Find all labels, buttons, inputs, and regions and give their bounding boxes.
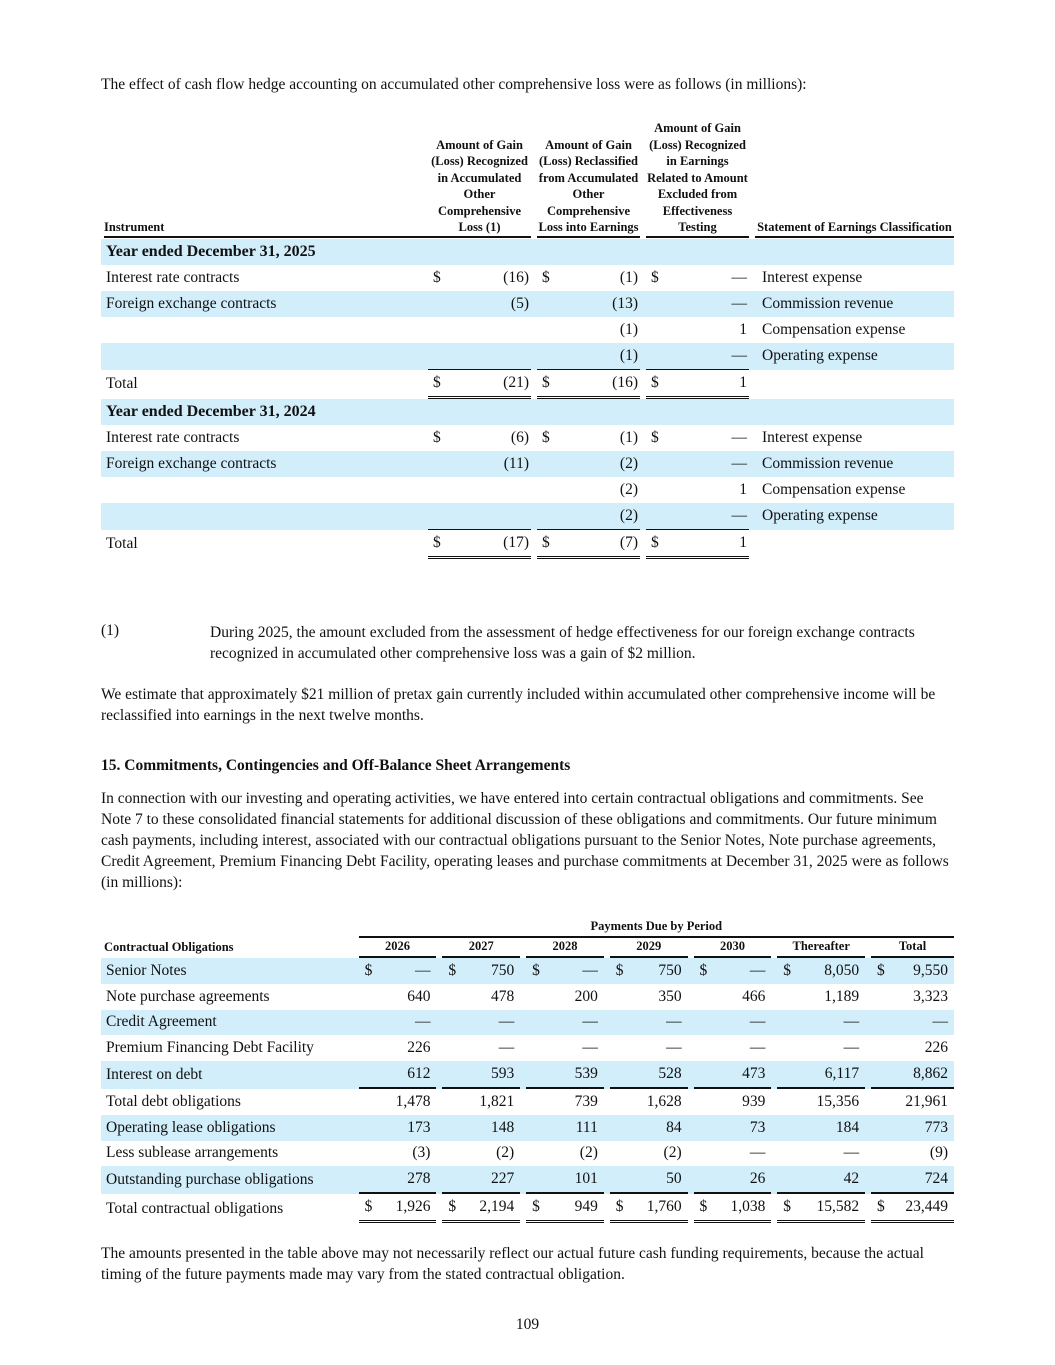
obligation-value: 3,323: [913, 987, 948, 1005]
obligation-label: Outstanding purchase obligations: [101, 1166, 359, 1194]
obligation-row: [101, 1010, 954, 1036]
obligation-value: 21,961: [905, 1092, 948, 1110]
obligation-value: —: [749, 1144, 766, 1162]
obligation-value: $ 15,582: [777, 1194, 865, 1223]
hedge-total-c2: $ (7): [537, 530, 640, 559]
hedge-cell-c2: $ (1): [542, 428, 638, 446]
obligations-table: [101, 918, 954, 1223]
obligation-value: 773: [871, 1115, 954, 1141]
column-header-2026: 2026: [359, 938, 437, 958]
estimate-paragraph: We estimate that approximately $21 million of pretax gain currently included within accumulated other comprehensive income will be reclassified into earnings in the next twelve months.: [101, 686, 936, 724]
obligation-value: 50: [610, 1166, 688, 1194]
obligation-value: (9): [929, 1144, 948, 1162]
year-group-title: Year ended December 31, 2025: [101, 239, 954, 265]
obligation-value: 939: [742, 1092, 766, 1110]
hedge-cell-c1: (5): [428, 291, 531, 317]
obligation-value: —: [526, 1010, 604, 1036]
obligation-row: [101, 1194, 954, 1223]
obligation-value: 101: [526, 1166, 604, 1194]
obligation-value: 73: [694, 1115, 772, 1141]
obligation-row: [101, 1061, 954, 1089]
obligation-value: $ 750: [442, 958, 520, 984]
column-header-2027: 2027: [442, 938, 520, 958]
header-contractual-obligations: Contractual Obligations: [104, 940, 234, 954]
hedge-row-classification: Commission revenue: [755, 451, 954, 477]
obligation-value: —: [749, 1039, 766, 1057]
obligation-value: 528: [610, 1061, 688, 1089]
obligation-label: Note purchase agreements: [106, 987, 270, 1005]
hedge-cell-c2: (2): [619, 480, 638, 498]
obligation-value: —: [843, 1039, 860, 1057]
payments-due-header: Payments Due by Period: [359, 918, 954, 938]
obligation-row: [101, 1035, 954, 1061]
obligation-value: $ —: [526, 958, 604, 984]
year-group-title: Year ended December 31, 2024: [101, 399, 954, 425]
obligation-value: 1,478: [395, 1092, 431, 1110]
obligation-value: 593: [442, 1061, 520, 1089]
obligation-value: 6,117: [777, 1061, 865, 1089]
hedge-total-c1: $ (17): [428, 530, 531, 559]
obligation-value: 173: [359, 1115, 437, 1141]
obligation-value: —: [582, 1039, 598, 1057]
hedge-row: [101, 451, 954, 477]
obligation-value: 1,189: [824, 987, 860, 1005]
obligation-label: Total debt obligations: [106, 1092, 241, 1110]
obligation-value: 227: [442, 1166, 520, 1194]
obligation-value: 612: [359, 1061, 437, 1089]
hedge-cell-c3: $ —: [651, 268, 747, 286]
hedge-cell-c3: —: [646, 343, 749, 370]
hedge-cell-c2: (1): [619, 320, 638, 338]
hedge-row: [101, 317, 954, 343]
obligation-label: Senior Notes: [101, 958, 359, 984]
hedge-table: [101, 120, 954, 559]
footnote-text: During 2025, the amount excluded from the assessment of hedge effectiveness for our foreign exchange contracts recognized in accumulated other comprehensive loss was a gain of $2 million.: [210, 624, 915, 662]
obligation-value: 226: [924, 1039, 948, 1057]
hedge-cell-c1: $ (16): [433, 268, 529, 286]
obligation-value: 539: [526, 1061, 604, 1089]
footnote: [101, 622, 954, 664]
obligation-row: [101, 1089, 954, 1115]
hedge-cell-c3: 1: [739, 480, 747, 498]
hedge-row: [101, 343, 954, 370]
hedge-total-row: [101, 370, 954, 399]
hedge-cell-c1: [428, 503, 531, 530]
obligation-value: (2): [579, 1144, 598, 1162]
hedge-row-label: [101, 343, 428, 370]
hedge-row-label: Foreign exchange contracts: [101, 451, 428, 477]
obligation-value: $ 8,050: [777, 958, 865, 984]
obligation-value: 478: [490, 987, 515, 1005]
obligation-row: [101, 1166, 954, 1194]
hedge-cell-c1: [428, 343, 531, 370]
obligation-value: 1,821: [479, 1092, 515, 1110]
obligation-value: $ 1,926: [359, 1194, 437, 1223]
hedge-row-label: [101, 503, 428, 530]
obligation-label: Credit Agreement: [101, 1010, 359, 1036]
obligation-value: 200: [574, 987, 598, 1005]
obligations-superheader-row: [101, 918, 954, 938]
hedge-total-c3: $ 1: [646, 370, 749, 399]
footnote-mark: (1): [101, 622, 120, 639]
obligation-value: 184: [777, 1115, 865, 1141]
hedge-total-c2: $ (16): [537, 370, 640, 399]
obligation-value: 226: [407, 1039, 431, 1057]
obligation-value: —: [694, 1010, 772, 1036]
hedge-cell-c3: —: [646, 451, 749, 477]
hedge-cell-c3: $ —: [651, 428, 747, 446]
page-number: 109: [515, 1316, 540, 1333]
hedge-total-c3: $ 1: [646, 530, 749, 559]
column-header-thereafter: Thereafter: [777, 938, 865, 958]
header-col3: Amount of Gain (Loss) Recognized in Earnings Related to Amount Excluded from Effectiveness Testing: [646, 120, 749, 239]
obligation-label: Total contractual obligations: [106, 1199, 284, 1217]
hedge-total-c1: $ (21): [428, 370, 531, 399]
hedge-cell-c1: $ (6): [433, 428, 529, 446]
obligation-label: Premium Financing Debt Facility: [106, 1039, 314, 1057]
obligation-value: —: [871, 1010, 954, 1036]
obligation-value: 739: [574, 1092, 598, 1110]
obligation-value: 42: [777, 1166, 865, 1194]
obligation-value: 350: [658, 987, 682, 1005]
obligation-value: 15,356: [816, 1092, 860, 1110]
section-title: 15. Commitments, Contingencies and Off-Balance Sheet Arrangements: [101, 757, 571, 774]
hedge-row-classification: Interest expense: [762, 428, 863, 446]
hedge-row: [101, 425, 954, 451]
obligation-value: $ —: [359, 958, 437, 984]
hedge-row: [101, 503, 954, 530]
obligation-value: —: [359, 1010, 437, 1036]
hedge-cell-c2: (1): [537, 343, 640, 370]
header-col4: Statement of Earnings Classification: [755, 120, 954, 239]
hedge-row: [101, 265, 954, 291]
obligation-value: $ 1,038: [694, 1194, 772, 1223]
hedge-cell-c2: (2): [537, 503, 640, 530]
obligation-value: 84: [610, 1115, 688, 1141]
hedge-row-label: Interest rate contracts: [106, 428, 240, 446]
hedge-total-label: Total: [101, 530, 428, 559]
obligation-value: —: [442, 1010, 520, 1036]
hedge-header-row: [101, 120, 954, 239]
obligation-value: —: [666, 1039, 682, 1057]
obligation-value: 278: [359, 1166, 437, 1194]
hedge-row-classification: Compensation expense: [762, 480, 906, 498]
obligation-label: Interest on debt: [101, 1061, 359, 1089]
column-header-2029: 2029: [610, 938, 688, 958]
obligation-value: $ 23,449: [871, 1194, 954, 1223]
hedge-row: [101, 477, 954, 503]
hedge-cell-c1: [428, 317, 531, 343]
obligation-value: (2): [663, 1144, 682, 1162]
year-group-header: [101, 399, 954, 425]
hedge-row: [101, 291, 954, 317]
obligation-value: $ 949: [526, 1194, 604, 1223]
hedge-cell-c2: $ (1): [542, 268, 638, 286]
obligation-value: 26: [694, 1166, 772, 1194]
obligation-value: —: [610, 1010, 688, 1036]
column-header-2030: 2030: [694, 938, 772, 958]
hedge-total-label: Total: [101, 370, 428, 399]
obligation-value: 640: [407, 987, 431, 1005]
intro-paragraph: The effect of cash flow hedge accounting on accumulated other comprehensive loss were as follows (in millions):: [101, 76, 807, 93]
obligation-value: $ 9,550: [871, 958, 954, 984]
hedge-row-label: Foreign exchange contracts: [101, 291, 428, 317]
obligation-value: $ 750: [610, 958, 688, 984]
obligation-row: [101, 984, 954, 1010]
obligation-value: (2): [496, 1144, 515, 1162]
column-header-2028: 2028: [526, 938, 604, 958]
obligation-value: —: [498, 1039, 515, 1057]
closing-paragraph: The amounts presented in the table above may not necessarily reflect our actual future cash funding requirements, because the actual timing of the future payments made may vary from the stated contractual obligation.: [101, 1245, 924, 1283]
hedge-row-classification: Operating expense: [755, 343, 954, 370]
obligation-value: —: [777, 1010, 865, 1036]
column-header-total: Total: [871, 938, 954, 958]
obligation-label: Less sublease arrangements: [106, 1144, 279, 1162]
obligation-value: 466: [742, 987, 766, 1005]
obligation-value: $ —: [694, 958, 772, 984]
obligation-row: [101, 1141, 954, 1167]
hedge-cell-c3: 1: [739, 320, 747, 338]
hedge-total-row: [101, 530, 954, 559]
header-instrument: Instrument: [101, 120, 428, 239]
hedge-row-label: [101, 317, 428, 343]
hedge-cell-c3: —: [646, 291, 749, 317]
obligation-label: Operating lease obligations: [101, 1115, 359, 1141]
hedge-row-classification: Interest expense: [762, 268, 863, 286]
obligation-value: 724: [871, 1166, 954, 1194]
hedge-row-classification: Compensation expense: [762, 320, 906, 338]
hedge-cell-c1: (11): [428, 451, 531, 477]
hedge-cell-c2: (2): [537, 451, 640, 477]
header-col1: Amount of Gain (Loss) Recognized in Accumulated Other Comprehensive Loss (1): [428, 120, 531, 239]
hedge-row-classification: Operating expense: [755, 503, 954, 530]
hedge-cell-c1: [428, 477, 531, 503]
obligation-value: 473: [694, 1061, 772, 1089]
hedge-row-label: [101, 477, 428, 503]
hedge-row-label: Interest rate contracts: [106, 268, 240, 286]
hedge-cell-c2: (13): [537, 291, 640, 317]
year-group-header: [101, 239, 954, 265]
obligations-header-row: [101, 938, 954, 958]
hedge-cell-c3: —: [646, 503, 749, 530]
header-col2: Amount of Gain (Loss) Reclassified from Accumulated Other Comprehensive Loss into Earnings: [537, 120, 640, 239]
obligation-value: $ 2,194: [442, 1194, 520, 1223]
obligation-row: [101, 1115, 954, 1141]
hedge-row-classification: Commission revenue: [755, 291, 954, 317]
obligation-value: (3): [412, 1144, 431, 1162]
obligation-value: —: [843, 1144, 860, 1162]
obligation-value: 1,628: [646, 1092, 682, 1110]
section-body: In connection with our investing and operating activities, we have entered into certain contractual obligations and commitments. See Note 7 to these consolidated financial statements for additional discussion of these obligations and commitments. Our future minimum cash payments, including interest, associated with our contractual obligations pursuant to the Senior Notes, Note purchase agreements, Credit Agreement, Premium Financing Debt Facility, operating leases and purchase commitments at December 31, 2025 were as follows (in millions):: [101, 790, 949, 891]
obligation-value: 148: [442, 1115, 520, 1141]
obligation-value: $ 1,760: [610, 1194, 688, 1223]
obligation-value: 8,862: [871, 1061, 954, 1089]
obligation-value: 111: [526, 1115, 604, 1141]
obligation-row: [101, 958, 954, 984]
